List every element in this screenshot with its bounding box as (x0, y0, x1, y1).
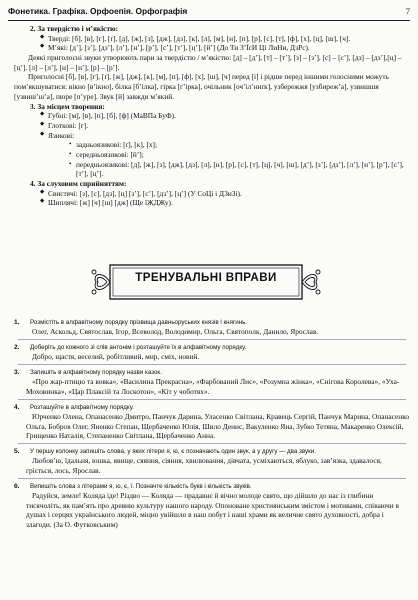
exercises-banner (90, 262, 322, 302)
exercise-instruction: Доберіть до кожного зі слів антонім і розташуйте їх в алфавітному порядку. (30, 343, 247, 351)
exercise-instruction: Розташуйте в алфавітному порядку. (30, 403, 134, 411)
section-2-title: 2. За твердістю і м’якістю: (30, 24, 119, 33)
labial-consonants: ◆ Губні: [м], [в], [п], [б], [ф] (МаВПа БуФ). (14, 111, 408, 121)
hard-consonants: ◆ Тверді: [б], [в], [г], [ґ], [д], [ж], [з], [дж], [дз], [к], [л], [м], [н], [п], [р], [с], [т], [ф], [х], [ц], [ш], [ч]. (14, 34, 408, 44)
exercise-1 (8, 318, 410, 337)
exercise-4 (8, 403, 410, 441)
exercise-text: Любов’ю, їдальня, юшка, явище, сяяння, сіяння, хвилювання, дівчата, усміхаються, яблуко, зав’язка, здавалося, гріється, лось, Ярослав. (26, 456, 382, 475)
glottal-consonants: ◆ Глоткові: [г]. (14, 121, 408, 131)
exercise-text: Добро, щастя, веселий, робітливий, мир, сміх, новий. (32, 352, 200, 362)
exercise-list (8, 318, 410, 532)
divider (18, 443, 406, 444)
exercise-number: 5. (14, 448, 20, 455)
exercise-2 (8, 343, 410, 362)
chapter-title: Фонетика. Графіка. Орфоепія. Орфографія (8, 6, 188, 16)
exercise-instruction: Випишіть слова з літерами я, ю, є, ї. Позначте кількість букв і кількість звуків. (30, 482, 252, 490)
section-3-title: 3. За місцем творення: (30, 101, 105, 111)
page-header (8, 6, 410, 21)
exercise-6 (8, 482, 410, 530)
exercise-number: 1. (14, 319, 20, 326)
exercises-title: ТРЕНУВАЛЬНІ ВПРАВИ (135, 271, 277, 284)
section-4-title: 4. За слуховим сприйняттям: (30, 179, 127, 188)
lingual-consonants: ◆ Язикові: (14, 131, 408, 141)
exercise-text: Радуйся, земле! Коляда іде! Різдво — Коляда — прадавнє й вічно молоде свято, що дійшло до нас із глибини тисячоліть, як пам’ять про древню культуру нашого народу. Опоноване християнським змістом і мотивами, співаючи в душах і серцях українського людей, міцно увійшло в наш побут і наші храми як величне свято духовності, добра і злагоди. (За О. Футковським) (26, 490, 399, 530)
exercise-instruction: Запишіть в алфавітному порядку назви казок. (30, 368, 162, 376)
exercise-5 (8, 447, 410, 476)
divider (18, 364, 406, 365)
divider (18, 339, 406, 340)
theory-section (14, 24, 408, 208)
soft-consonants: ◆ М’які: [д’], [з’], [дз’], [л’], [н’], [р’], [с’], [т’], [ц’], [й’] (До Ти З’ЇсИ Ці ЛиНи, ДзРс). (14, 43, 408, 53)
divider (18, 478, 406, 479)
hissing-consonants: ◆ Шиплячі: [ж] [ч] [ш] [дж] (Ще їЖДЖу). (14, 198, 408, 208)
whistling-consonants: ◆ Свистячі: [з], [с], [дз], [ц] [з’], [с’], [дз’], [ц’] (У СоЦі і ДЗиЗі). (14, 189, 408, 199)
exercise-number: 3. (14, 368, 20, 376)
exercise-text: «Про жар-птицю та вовка», «Василина Прекрасна», «Фарбований Лис», «Розумна жінка», «Снігова Королева», «Уха-Моховинка», «Цар Плаксій та Лоскотон», «Кіт у чоботях». (26, 377, 400, 396)
exercise-number: 2. (14, 343, 20, 351)
exercise-text: Олег, Аскольд, Святослав, Ігор, Всеволод, Володимир, Ольга, Святополк, Данило, Ярослав. (32, 327, 319, 337)
exercise-text: Юрченко Олена, Опанасенко Дмитро, Панчук Дарина, Уласенко Світлана, Кравець Сергій, Панчук Марина, Опанасенко Ольга, Бобров Олег, Яненко Степан, Щербаченко Юлія, Шило Денис, Вакуленко Яна, Зубко Тетяна, Макаренко Олексій, Грищенко Наталія, Степаненко Світлана, Щербаченко Анна. (26, 411, 410, 441)
divider (18, 399, 406, 400)
back-lingual: • задньоязикові: [ґ], [к], [х]; (14, 140, 408, 150)
page-number: 7 (405, 6, 410, 16)
exercise-number: 4. (14, 403, 20, 411)
exercise-number: 6. (14, 482, 20, 490)
front-lingual: • передньоязикові: [д], [ж], [з], [дж], [дз], [л], [н], [р], [с], [т], [ц], [ч], [ш], [д’], [з’], [дз’], [л’], [н’], [р’], [с’], [т’], [ц’]. (14, 160, 408, 179)
semisoft-consonants: Приголосні [б], [в], [г], [ґ], [ж], [дж], [к], [м], [п], [ф], [х], [ш], [ч] перед [і] і рідше перед іншими голосними можуть пом’якшуватися: вікно [в’ікно], білка [б’ілка], гірка [г’ірка], очільник [оч’іл’ниґк], узбережжя [узбиреж’а], узвишшя [узвиш’ш’а], пюре [п’уре]. Звук [й] завжди м’який. (14, 72, 389, 101)
consonant-pairs: Деякі приголосні звуки утворюють пари за твердістю / м’якістю: [д] – [д’], [т] – [т’], [з] – [з’], [с] – [с’], [дз] – [дз’],[ц] – [ц’], [л] – [л’], [н] – [н’], [р] – [р’]. (14, 53, 402, 72)
exercise-3 (8, 368, 410, 397)
exercise-instruction: У першу колонку запишіть слова, у яких літери я, ю, є позначають один звук, а у другу — два звуки. (30, 448, 317, 455)
exercise-instruction: Розмістіть в алфавітному порядку прізвища давньоруських князів і княгинь. (30, 319, 248, 326)
middle-lingual: • середньоязикові: [й’]; (14, 150, 408, 160)
